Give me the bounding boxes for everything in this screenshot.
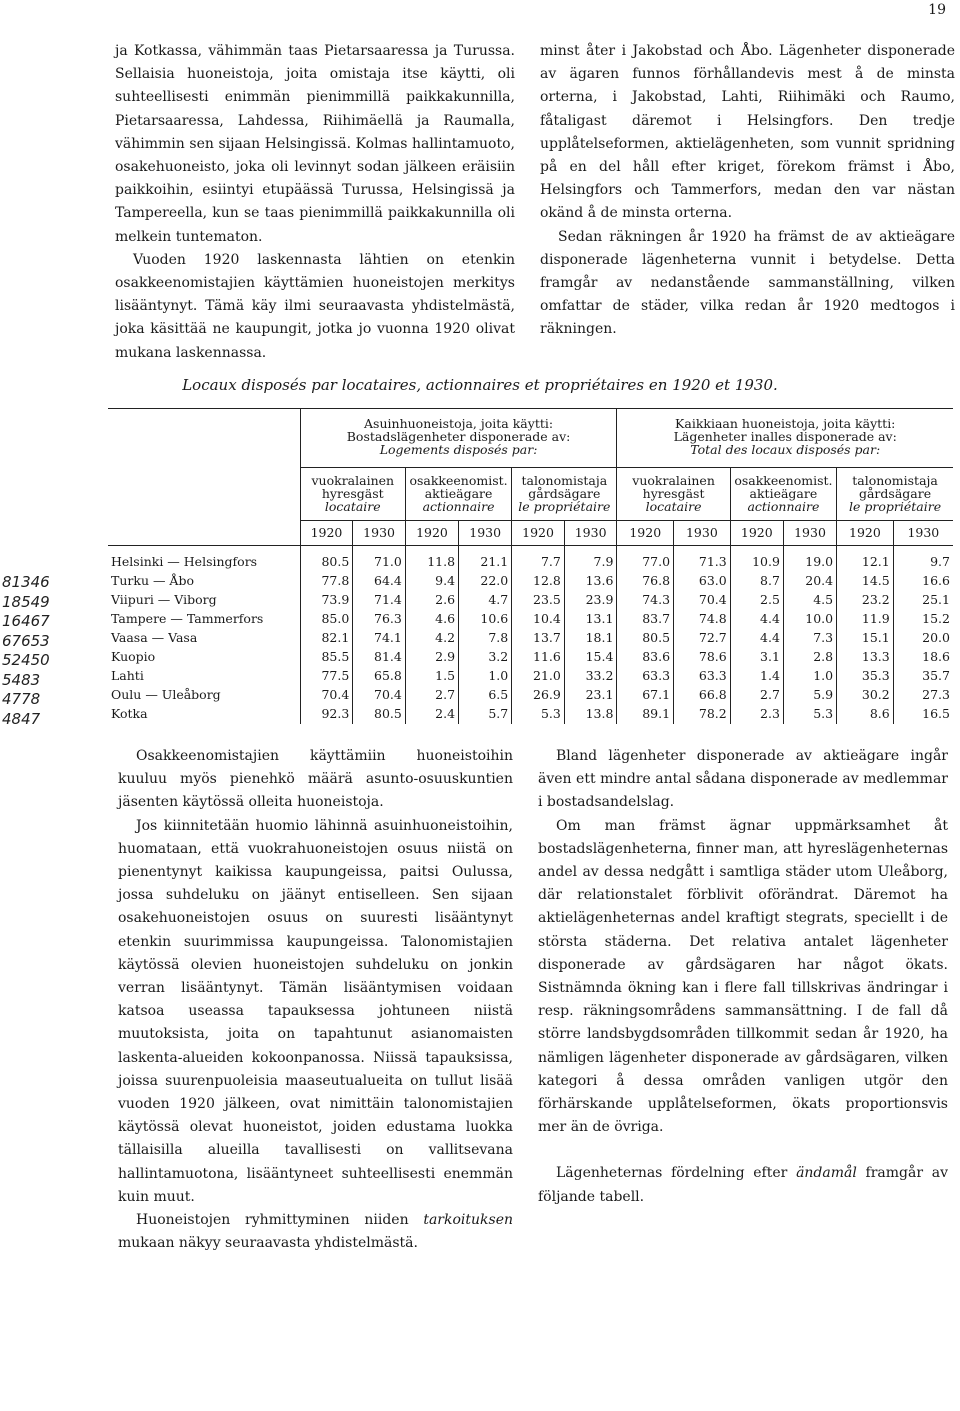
year-header: 1920 bbox=[730, 521, 783, 546]
handwritten-note: 5483 bbox=[2, 670, 41, 689]
table-cell: 5.3 bbox=[512, 705, 565, 724]
table-cell: 82.1 bbox=[300, 629, 353, 648]
table-cell: 9.7 bbox=[893, 546, 953, 572]
table-cell: 13.1 bbox=[564, 610, 617, 629]
table-cell: 70.4 bbox=[353, 686, 406, 705]
table-cell: 74.8 bbox=[674, 610, 731, 629]
table-row bbox=[108, 667, 953, 686]
table-cell: 85.0 bbox=[300, 610, 353, 629]
table-cell: 64.4 bbox=[353, 572, 406, 591]
year-header: 1930 bbox=[674, 521, 731, 546]
table-cell: 8.7 bbox=[730, 572, 783, 591]
table-cell: 13.8 bbox=[564, 705, 617, 724]
table-cell: 5.9 bbox=[783, 686, 836, 705]
table-cell: 2.8 bbox=[783, 648, 836, 667]
table-cell: 22.0 bbox=[459, 572, 512, 591]
table-cell: 35.3 bbox=[837, 667, 894, 686]
table-cell: 21.0 bbox=[512, 667, 565, 686]
table-cell: 80.5 bbox=[300, 546, 353, 572]
table-cell: 71.3 bbox=[674, 546, 731, 572]
table-cell: 1.0 bbox=[783, 667, 836, 686]
city-name: Turku — Åbo bbox=[111, 573, 194, 588]
table-cell: 81.4 bbox=[353, 648, 406, 667]
table-cell: 26.9 bbox=[512, 686, 565, 705]
data-table bbox=[108, 408, 953, 724]
table-row bbox=[108, 610, 953, 629]
table-cell: 83.6 bbox=[617, 648, 674, 667]
table-cell: 9.4 bbox=[405, 572, 458, 591]
table-cell: 2.7 bbox=[730, 686, 783, 705]
table-cell: 70.4 bbox=[300, 686, 353, 705]
table-cell: 65.8 bbox=[353, 667, 406, 686]
table-cell: 63.0 bbox=[674, 572, 731, 591]
table-cell: 12.8 bbox=[512, 572, 565, 591]
table-cell: 23.9 bbox=[564, 591, 617, 610]
table-cell: 4.7 bbox=[459, 591, 512, 610]
paragraph: Bland lägenheter disponerade av aktieägare ingår även ett mindre antal sådana disponerade av medlemmar i bostadsandelslag. bbox=[538, 748, 948, 811]
table-cell: 5.3 bbox=[783, 705, 836, 724]
table-cell: 21.1 bbox=[459, 546, 512, 572]
table-cell: 7.7 bbox=[512, 546, 565, 572]
table-row bbox=[108, 705, 953, 724]
table-cell: 14.5 bbox=[837, 572, 894, 591]
table-cell: 16.5 bbox=[893, 705, 953, 724]
table-cell: 1.0 bbox=[459, 667, 512, 686]
table-cell: 74.1 bbox=[353, 629, 406, 648]
table-cell: 18.1 bbox=[564, 629, 617, 648]
year-header: 1920 bbox=[837, 521, 894, 546]
paragraph: Om man främst ägnar uppmärksamhet åt bostadslägenheterna, finner man, att hyreslägenheternas andel av dessa nedgått i samtliga städer utom Uleåborg, där relationstalet förblivit oförändrat. Däremot ha aktielägenheternas andel kraftigt stegrats, speciellt i de största städerna. Det relativa antalet lägenheter disponerade av gårdsägaren har något ökats. Sistnämnda ökning kan i flere fall tillskrivas ändringar i resp. räkningsområdens sammansättning. I de fall då större landsbygdsområden tillkommit sedan år 1920, ha nämligen lägenheter disponerade av gårdsägaren, vilken kategori å dessa områden vanligen utgör den förhärskande upplåtelseformen, ökats proportionsvis mer än de övriga. bbox=[538, 817, 948, 1136]
table-cell: 10.6 bbox=[459, 610, 512, 629]
column-subheader: vuokralainen hyresgäst locataire bbox=[617, 468, 730, 521]
bottom-left-text-column bbox=[118, 745, 513, 1255]
table-cell: 2.4 bbox=[405, 705, 458, 724]
table-cell: 1.5 bbox=[405, 667, 458, 686]
table-cell: 4.4 bbox=[730, 610, 783, 629]
table-cell: 4.6 bbox=[405, 610, 458, 629]
table-cell: 78.6 bbox=[674, 648, 731, 667]
table-cell: 77.8 bbox=[300, 572, 353, 591]
handwritten-notes bbox=[2, 573, 104, 729]
page-number: 19 bbox=[928, 2, 946, 18]
year-header: 1930 bbox=[459, 521, 512, 546]
table-cell: 8.6 bbox=[837, 705, 894, 724]
year-header: 1920 bbox=[300, 521, 353, 546]
paragraph: Vuoden 1920 laskennasta lähtien on etenkin osakkeenomistajien käyttämien huoneistojen merkitys lisääntynyt. Tämä käy ilmi seuraavasta yhdistelmästä, joka käsittää ne kaupungit, jotka jo vuonna 1920 olivat mukana laskennassa. bbox=[115, 251, 515, 361]
top-left-text-column bbox=[115, 40, 515, 365]
table-cell: 71.0 bbox=[353, 546, 406, 572]
table-cell: 23.5 bbox=[512, 591, 565, 610]
table-row bbox=[108, 591, 953, 610]
table-row bbox=[108, 629, 953, 648]
table-cell: 19.0 bbox=[783, 546, 836, 572]
table-cell: 15.1 bbox=[837, 629, 894, 648]
column-subheader: osakkeenomist. aktieägare actionnaire bbox=[405, 468, 511, 521]
table-cell: 4.4 bbox=[730, 629, 783, 648]
table-cell: 72.7 bbox=[674, 629, 731, 648]
table-cell: 63.3 bbox=[674, 667, 731, 686]
bottom-right-text-column bbox=[538, 745, 948, 1209]
table-cell: 23.2 bbox=[837, 591, 894, 610]
table-cell: 10.0 bbox=[783, 610, 836, 629]
table-cell: 2.3 bbox=[730, 705, 783, 724]
table-cell: 2.6 bbox=[405, 591, 458, 610]
column-subheader: talonomistaja gårdsägare le propriétaire bbox=[512, 468, 617, 521]
paragraph: ja Kotkassa, vähimmän taas Pietarsaaressa ja Turussa. Sellaisia huoneistoja, joita omistaja itse käytti, oli suhteellisesti enimmän pienimmillä paikkakunnilla, Pietarsaaressa, Lahdessa, Riihimäellä ja Raumalla, vähimmin sen sijaan Helsingissä. Kolmas hallintamuoto, osakehuoneisto, joka oli levinnyt sodan jälkeen eräisiin paikkoihin, esiintyi etupäässä Turussa, Helsingissä ja Tampereella, kun se taas pienimmillä paikkakunnilla oli melkein tuntematon. bbox=[115, 43, 515, 245]
table-row bbox=[108, 686, 953, 705]
table-cell: 4.5 bbox=[783, 591, 836, 610]
table-cell: 13.3 bbox=[837, 648, 894, 667]
table-cell: 3.2 bbox=[459, 648, 512, 667]
year-header: 1930 bbox=[893, 521, 953, 546]
city-name: Lahti bbox=[111, 668, 144, 683]
emphasis: tarkoituksen bbox=[423, 1212, 513, 1229]
table-cell: 2.5 bbox=[730, 591, 783, 610]
table-cell: 77.5 bbox=[300, 667, 353, 686]
table-cell: 77.0 bbox=[617, 546, 674, 572]
handwritten-note: 4778 bbox=[2, 690, 41, 708]
table-cell: 7.8 bbox=[459, 629, 512, 648]
table-cell: 15.4 bbox=[564, 648, 617, 667]
handwritten-note: 52450 bbox=[2, 651, 50, 669]
column-subheader: talonomistaja gårdsägare le propriétaire bbox=[837, 468, 953, 521]
city-name: Helsinki — Helsingfors bbox=[111, 553, 258, 569]
handwritten-note: 4847 bbox=[2, 709, 41, 728]
handwritten-note: 81346 bbox=[2, 573, 50, 591]
table-cell: 80.5 bbox=[617, 629, 674, 648]
table-cell: 10.4 bbox=[512, 610, 565, 629]
paragraph: Huoneistojen ryhmittyminen niiden tarkoituksen mukaan näkyy seuraavasta yhdistelmästä. bbox=[118, 1212, 513, 1252]
city-name: Oulu — Uleåborg bbox=[111, 687, 221, 702]
table-cell: 1.4 bbox=[730, 667, 783, 686]
table-cell: 13.7 bbox=[512, 629, 565, 648]
table-cell: 4.2 bbox=[405, 629, 458, 648]
emphasis: ändamål bbox=[796, 1165, 857, 1182]
handwritten-note: 18549 bbox=[2, 592, 50, 611]
group-header-dwellings: Asuinhuoneistoja, joita käytti: Bostadslägenheter disponerade av: Logements disposés par: bbox=[300, 409, 617, 468]
paragraph: minst åter i Jakobstad och Åbo. Lägenheter disponerade av ägaren funnos förhållandevis mest å de minsta orterna, i Jakobstad, Lahti, Riihimäki och Raumo, fåtaligast däremot i Helsingfors. Den tredje upplåtelseformen, aktielägenheten, som vunnit spridning på en del håll efter kriget, förekom främst i Åbo, Helsingfors och Tammerfors, medan den var nästan okänd å de minsta orterna. bbox=[540, 43, 955, 222]
table-cell: 5.7 bbox=[459, 705, 512, 724]
table-row bbox=[108, 648, 953, 667]
table-cell: 10.9 bbox=[730, 546, 783, 572]
table-cell: 6.5 bbox=[459, 686, 512, 705]
year-header: 1920 bbox=[617, 521, 674, 546]
year-header: 1930 bbox=[564, 521, 617, 546]
city-name: Tampere — Tammerfors bbox=[111, 611, 264, 626]
table-cell: 13.6 bbox=[564, 572, 617, 591]
table-cell: 3.1 bbox=[730, 648, 783, 667]
table-cell: 16.6 bbox=[893, 572, 953, 591]
table-cell: 74.3 bbox=[617, 591, 674, 610]
table-cell: 11.9 bbox=[837, 610, 894, 629]
table-cell: 80.5 bbox=[353, 705, 406, 724]
table-cell: 71.4 bbox=[353, 591, 406, 610]
city-name: Kuopio bbox=[111, 649, 156, 664]
table-cell: 18.6 bbox=[893, 648, 953, 667]
table-cell: 92.3 bbox=[300, 705, 353, 724]
table-cell: 25.1 bbox=[893, 591, 953, 610]
table-cell: 66.8 bbox=[674, 686, 731, 705]
table-cell: 33.2 bbox=[564, 667, 617, 686]
table-cell: 63.3 bbox=[617, 667, 674, 686]
column-subheader: vuokralainen hyresgäst locataire bbox=[300, 468, 405, 521]
city-name: Viipuri — Viborg bbox=[111, 592, 217, 607]
table-cell: 27.3 bbox=[893, 686, 953, 705]
handwritten-note: 67653 bbox=[2, 631, 50, 650]
paragraph: Lägenheternas fördelning efter ändamål framgår av följande tabell. bbox=[538, 1165, 949, 1205]
table-cell: 76.3 bbox=[353, 610, 406, 629]
table-cell: 76.8 bbox=[617, 572, 674, 591]
table-cell: 78.2 bbox=[674, 705, 731, 724]
table-cell: 20.0 bbox=[893, 629, 953, 648]
year-header: 1930 bbox=[353, 521, 406, 546]
table-cell: 83.7 bbox=[617, 610, 674, 629]
table-cell: 12.1 bbox=[837, 546, 894, 572]
paragraph: Osakkeenomistajien käyttämiin huoneistoihin kuuluu myös pienehkö määrä asunto-osuuskuntien jäsenten käytössä olleita huoneistoja. bbox=[118, 748, 513, 811]
column-subheader: osakkeenomist. aktieägare actionnaire bbox=[730, 468, 836, 521]
table-cell: 73.9 bbox=[300, 591, 353, 610]
table-cell: 35.7 bbox=[893, 667, 953, 686]
paragraph: Jos kiinnitetään huomio lähinnä asuinhuoneistoihin, huomataan, että vuokrahuoneistojen osuus niistä on pienentynyt kaikissa kaupungeissa, paitsi Oulussa, jossa suhdeluku on jäänyt entiselleen. Sen sijaan osakehuoneistojen osuus on suuresti lisääntynyt etenkin suurimmissa kaupungeissa. Talonomistajien käytössä olevien huoneistojen suhdeluku on jonkin verran lisääntynyt. Tämän lisääntymisen voidaan katsoa useassa tapauksessa johtuneen niistä muutoksista, joita on tapahtunut asianomaisten laskenta-alueiden kokoonpanossa. Niissä tapauksissa, joissa suurenpuoleisia maaseutualueita on tullut lisää vuoden 1920 jälkeen, ovat nimittäin talonomistajien käytössä olevat huoneistot, joiden edustama luokka tällaisilla alueilla tavallisesti on vallitsevana hallintamuotona, lisääntyneet suhteellisesti enemmän kuin muut. bbox=[118, 817, 513, 1205]
group-header-total: Kaikkiaan huoneistoja, joita käytti: Lägenheter inalles disponerade av: Total des locaux disposés par: bbox=[617, 409, 953, 468]
table-cell: 23.1 bbox=[564, 686, 617, 705]
year-header: 1920 bbox=[512, 521, 565, 546]
table-cell: 11.8 bbox=[405, 546, 458, 572]
table-row bbox=[108, 572, 953, 591]
table-cell: 89.1 bbox=[617, 705, 674, 724]
table-cell: 7.3 bbox=[783, 629, 836, 648]
top-right-text-column bbox=[540, 40, 955, 342]
stub-header bbox=[108, 409, 300, 546]
table-cell: 70.4 bbox=[674, 591, 731, 610]
table-cell: 15.2 bbox=[893, 610, 953, 629]
city-name: Kotka bbox=[111, 706, 148, 721]
table-cell: 67.1 bbox=[617, 686, 674, 705]
city-name: Vaasa — Vasa bbox=[111, 630, 198, 645]
table-cell: 20.4 bbox=[783, 572, 836, 591]
paragraph: Sedan räkningen år 1920 ha främst de av aktieägare disponerade lägenheterna vunnit i betydelse. Detta framgår av nedanstående sammanställning, vilken omfattar de städer, vilka redan år 1920 medtogos i räkningen. bbox=[540, 228, 955, 338]
table-title: Locaux disposés par locataires, actionnaires et propriétaires en 1920 et 1930. bbox=[182, 376, 778, 394]
year-header: 1920 bbox=[405, 521, 458, 546]
table-cell: 2.7 bbox=[405, 686, 458, 705]
table-cell: 2.9 bbox=[405, 648, 458, 667]
table-cell: 30.2 bbox=[837, 686, 894, 705]
year-header: 1930 bbox=[783, 521, 836, 546]
table-cell: 85.5 bbox=[300, 648, 353, 667]
table-row bbox=[108, 546, 953, 572]
table-cell: 7.9 bbox=[564, 546, 617, 572]
handwritten-note: 16467 bbox=[2, 612, 50, 630]
table-cell: 11.6 bbox=[512, 648, 565, 667]
